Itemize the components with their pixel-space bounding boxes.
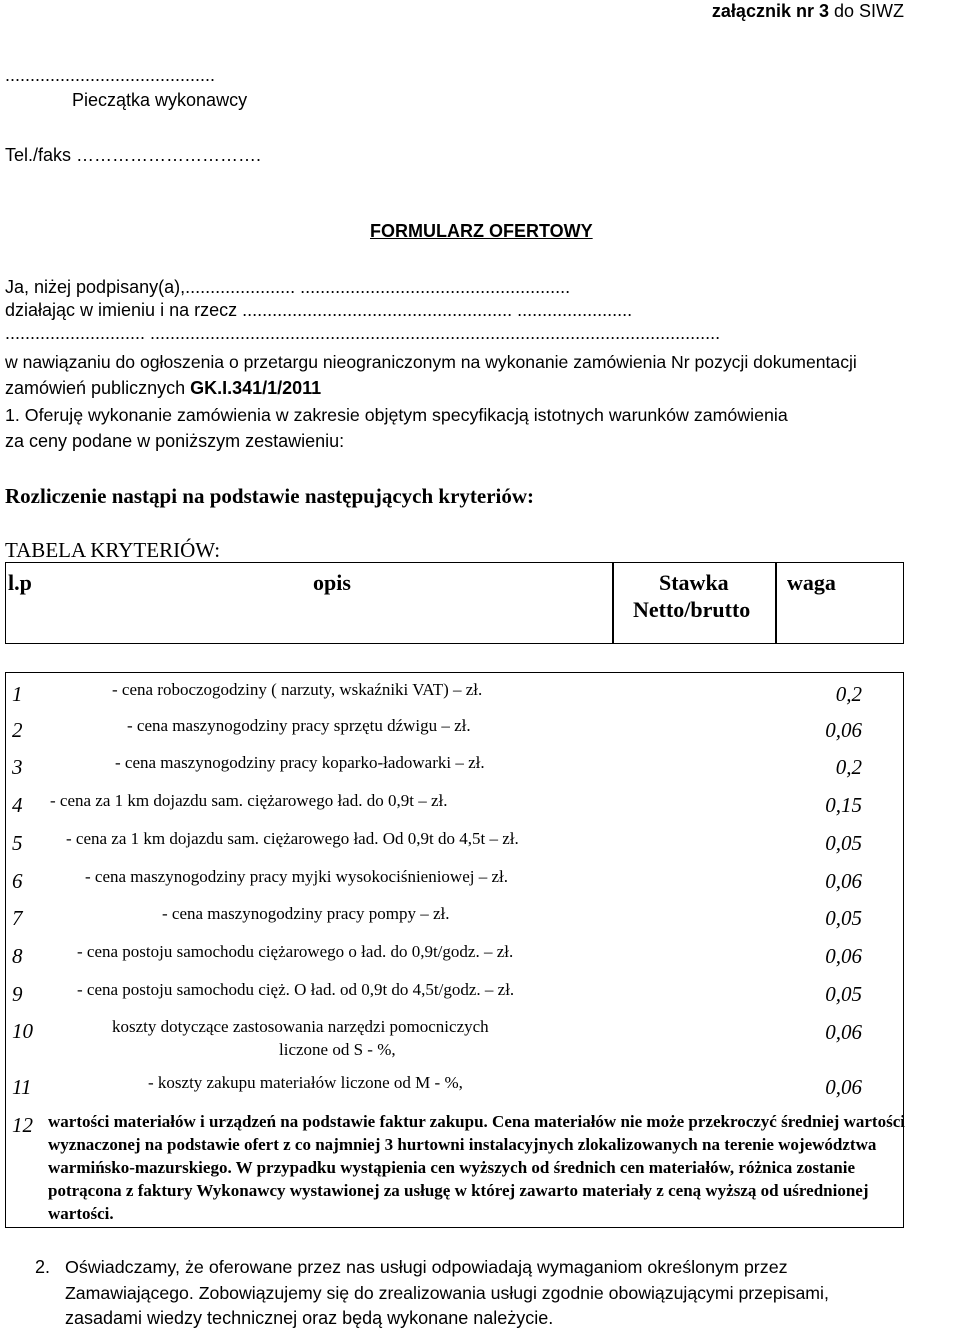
row-1-weight: 0,2 [835,682,862,706]
header-lp: l.p [8,570,32,595]
reference-prefix: zamówień publicznych [5,378,191,398]
paragraph-2-num: 2. [35,1257,51,1277]
row-3-weight: 0,2 [835,755,862,779]
row-9-desc: - cena postoju samochodu cięż. O ład. od 0,9t do 4,5t/godz. – zł. [77,980,515,999]
annex-label [712,0,904,22]
paragraph-2-line-2: Zamawiającego. Zobowiązujemy się do zrealizowania usługi zgodnie obowiązującymi przepisami, [65,1283,829,1303]
row-9-weight: 0,05 [825,982,862,1006]
row-12-desc: wartości materiałów i urządzeń na podstawie faktur zakupu. Cena materiałów nie może przekroczyć średniej wartości wyznaczonej na podstawie ofert z co najmniej 3 hurtowni instalacyjnych zlokalizowanych na terenie województwa warmińsko-mazurskiego. W przypadku wystąpienia cen wyższych od średnich cen materiałów, różnica zostanie potrącona z faktury Wykonawcy wystawionej za usługę w której zawarto materiały z ceną wyższą od uśrednionej wartości. [48,1112,905,1223]
row-2-num: 2 [12,718,23,742]
row-6-num: 6 [12,869,23,893]
row-3-num: 3 [12,755,23,779]
row-6-desc: - cena maszynogodziny pracy myjki wysokociśnieniowej – zł. [85,867,508,886]
row-8-desc: - cena postoju samochodu ciężarowego o ład. do 0,9t/godz. – zł. [77,942,514,961]
row-10-desc-line-2: liczone od S - %, [279,1040,396,1059]
paragraph-2-line-1: Oświadczamy, że oferowane przez nas usługi odpowiadają wymaganiom określonym przez [65,1257,788,1277]
criteria-heading: Rozliczenie nastąpi na podstawie następujących kryteriów: [5,484,535,508]
signatory-line: Ja, niżej podpisany(a),...................... ...................................................... [5,277,571,297]
row-7-weight: 0,05 [825,906,862,930]
row-5-desc: - cena za 1 km dojazdu sam. ciężarowego ład. Od 0,9t do 4,5t – zł. [66,829,519,848]
row-9-num: 9 [12,982,23,1006]
row-2-weight: 0,06 [825,718,862,742]
row-11-num: 11 [12,1075,32,1099]
row-11-desc: - koszty zakupu materiałów liczone od M - %, [148,1073,463,1092]
stamp-label: Pieczątka wykonawcy [72,90,248,110]
paragraph-2-line-3: zasadami wiedzy technicznej oraz będą wykonane należycie. [65,1308,554,1328]
row-4-num: 4 [12,793,23,817]
stamp-dots: .......................................... [5,65,216,85]
criteria-header-table [5,562,904,644]
row-10-num: 10 [12,1019,33,1043]
header-opis: opis [313,570,351,595]
paragraph-1-line-1: 1. Oferuję wykonanie zamówienia w zakresie objętym specyfikacją istotnych warunków zamówienia [5,405,788,425]
header-waga: waga [787,570,836,595]
reference-number: GK.I.341/1/2011 [190,378,322,398]
tel-fax-line: Tel./faks …………………………. [5,145,262,165]
paragraph-1-line-2: za ceny podane w poniższym zestawieniu: [5,431,345,451]
row-1-desc: - cena roboczogodziny ( narzuty, wskaźniki VAT) – zł. [112,680,483,699]
row-11-weight: 0,06 [825,1075,862,1099]
row-4-desc: - cena za 1 km dojazdu sam. ciężarowego ład. do 0,9t – zł. [50,791,448,810]
row-2-desc: - cena maszynogodziny pracy sprzętu dźwigu – zł. [127,716,471,735]
row-10-weight: 0,06 [825,1020,862,1044]
annex-number: załącznik nr 3 [711,1,829,21]
row-3-desc: - cena maszynogodziny pracy koparko-ładowarki – zł. [115,753,485,772]
dots-line: ............................ .................................................................................................................. [5,323,721,343]
header-stawka: Stawka [659,570,729,595]
row-10-desc-line-1: koszty dotyczące zastosowania narzędzi pomocniczych [112,1017,489,1036]
table-title: TABELA KRYTERIÓW: [5,538,221,562]
row-7-desc: - cena maszynogodziny pracy pompy – zł. [162,904,450,923]
row-6-weight: 0,06 [825,869,862,893]
reference-number-line [5,377,321,399]
header-netto-brutto: Netto/brutto [633,597,751,622]
row-7-num: 7 [12,906,23,930]
row-5-weight: 0,05 [825,831,862,855]
acting-on-behalf-line: działając w imieniu i na rzecz ...................................................... ....................... [5,300,633,320]
row-1-num: 1 [12,682,23,706]
annex-suffix: do SIWZ [828,1,904,21]
row-5-num: 5 [12,831,23,855]
row-8-weight: 0,06 [825,944,862,968]
form-title: FORMULARZ OFERTOWY [370,221,593,241]
tender-reference-line: w nawiązaniu do ogłoszenia o przetargu nieograniczonym na wykonanie zamówienia Nr pozycji dokumentacji [5,352,857,372]
row-12-num: 12 [12,1113,33,1137]
row-8-num: 8 [12,944,23,968]
row-4-weight: 0,15 [825,793,862,817]
